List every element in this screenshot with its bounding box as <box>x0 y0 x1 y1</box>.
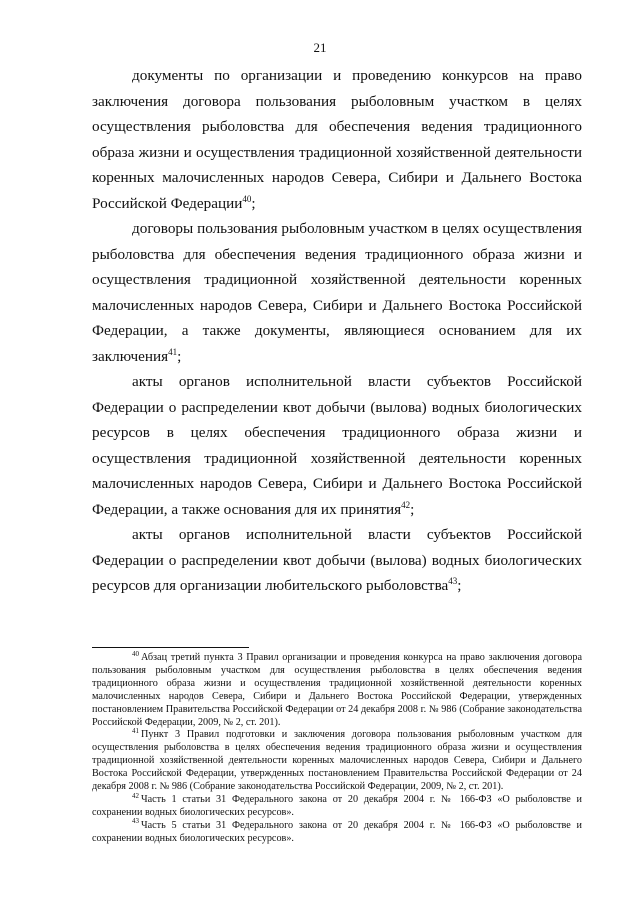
footnote-ref[interactable]: 41 <box>168 346 178 357</box>
footnote-number: 43 <box>132 817 139 826</box>
footnote-text: Часть 5 статьи 31 Федерального закона от 20 декабря 2004 г. № 166-ФЗ «О рыболовстве и сохранении водных биологических ресурсов». <box>92 819 582 844</box>
footnote-ref[interactable]: 43 <box>448 575 458 586</box>
footnote-text: Пункт 3 Правил подготовки и заключения договора пользования рыболовным участком для осуществления рыболовства в целях обеспечения ведения традиционного образа жизни и осуществления традиционной хозяйственной деятельности коренных малочисленных народов Севера, Сибири и Дальнего Востока Российской Федерации, утвержденных постановлением Правительства Российской Федерации от 24 декабря 2008 г. № 986 (Собрание законодательства Российской Федерации, 2009, № 2, ст. 201). <box>92 729 582 793</box>
footnotes-section <box>92 649 582 846</box>
paragraph <box>92 522 582 599</box>
paragraph-end: ; <box>177 347 182 365</box>
paragraph-text: акты органов исполнительной власти субъектов Российской Федерации о распределении квот добычи (вылова) водных биологических ресурсов для организации любительского рыболовства <box>92 526 582 594</box>
page-number: 21 <box>313 40 327 55</box>
footnote-text: Абзац третий пункта 3 Правил организации и проведения конкурса на право заключения договора пользования рыболовным участком для осуществления рыболовства в целях обеспечения ведения традиционного образа жизни и осуществления традиционной хозяйственной деятельности коренных малочисленных народов Севера, Сибири и Дальнего Востока Российской Федерации, утвержденных постановлением Правительства Российской Федерации от 24 декабря 2008 г. № 986 (Собрание законодательства Российской Федерации, 2009, № 2, ст. 201). <box>92 652 582 728</box>
paragraph <box>92 63 582 216</box>
footnote-number: 40 <box>132 649 139 658</box>
paragraph-text: договоры пользования рыболовным участком в целях осуществления рыболовства для обеспечения ведения традиционного образа жизни и осуществления традиционной хозяйственной деятельности коренных малочисленных народов Севера, Сибири и Дальнего Востока Российской Федерации, а также документы, являющиеся основанием для их заключения <box>92 220 582 365</box>
paragraph-text: документы по организации и проведению конкурсов на право заключения договора пользования рыболовным участком в целях осуществления рыболовства для обеспечения ведения традиционного образа жизни и осуществления традиционной хозяйственной деятельности коренных малочисленных народов Севера, Сибири и Дальнего Востока Российской Федерации <box>92 67 582 212</box>
footnote <box>92 791 582 820</box>
paragraph-end: ; <box>410 500 415 518</box>
paragraph-end: ; <box>251 194 256 212</box>
footnote-ref[interactable]: 42 <box>401 499 411 510</box>
paragraph-text: акты органов исполнительной власти субъектов Российской Федерации о распределении квот добычи (вылова) водных биологических ресурсов в целях обеспечения традиционного образа жизни и осуществления традиционной хозяйственной деятельности коренных малочисленных народов Севера, Сибири и Дальнего Востока Российской Федерации, а также основания для их принятия <box>92 373 582 518</box>
paragraph-end: ; <box>457 577 462 594</box>
footnote-separator <box>92 647 249 648</box>
paragraph <box>92 369 582 522</box>
footnote <box>92 817 582 846</box>
footnote-text: Часть 1 статьи 31 Федерального закона от 20 декабря 2004 г. № 166-ФЗ «О рыболовстве и сохранении водных биологических ресурсов». <box>92 793 582 818</box>
footnote-number: 42 <box>132 791 139 800</box>
footnote <box>92 649 582 729</box>
footnote <box>92 729 582 794</box>
footnote-number: 41 <box>132 727 139 736</box>
paragraph <box>92 216 582 369</box>
main-body <box>92 63 582 599</box>
footnote-ref[interactable]: 40 <box>242 193 252 204</box>
